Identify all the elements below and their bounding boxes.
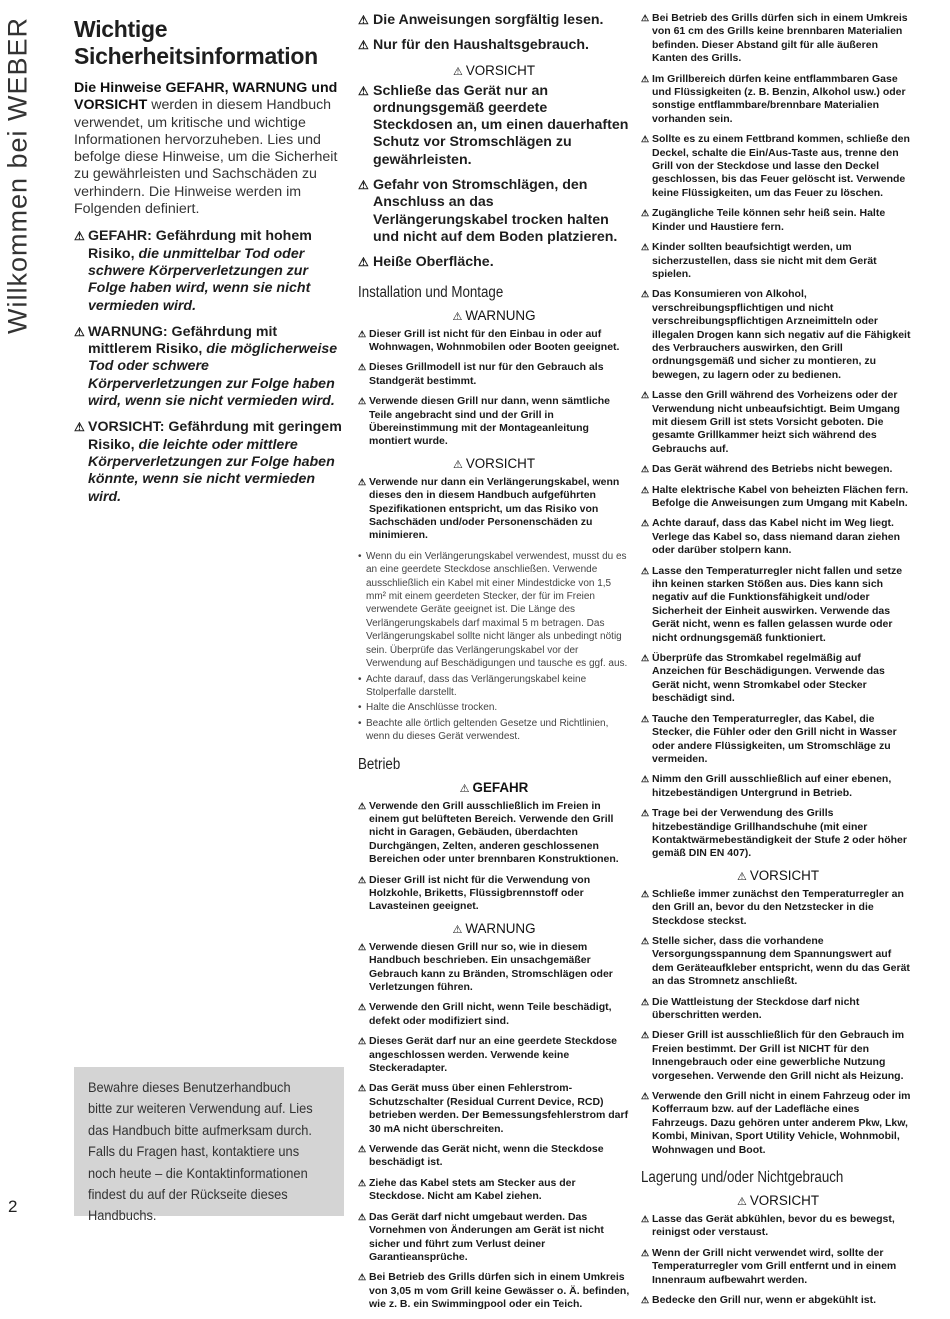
- note-box: [74, 1067, 344, 1224]
- warning-icon: ⚠: [641, 1091, 650, 1102]
- warning-icon: ⚠: [358, 1177, 367, 1188]
- item-text: Sollte es zu einem Fettbrand kommen, schließe den Deckel, schalte die Ein/Aus-Taste aus, trenne den Grill von der Steckdose und lasse den Deckel geschlossen, bis das Feuer gelöscht ist. Verwende keine Flüssigkeiten, um das Feuer zu löschen.: [652, 133, 910, 199]
- item-text: Trage bei der Verwendung des Grills hitzebeständige Grillhandschuhe (mit einer Kontaktwärmebeständigkeit der Stufe 2 oder höher gemäß DIN EN 407).: [652, 807, 907, 860]
- install-vorsicht-list: [358, 476, 630, 543]
- warning-icon: ⚠: [358, 476, 367, 487]
- bullet-item: [358, 673, 630, 700]
- bullet-item: [358, 550, 630, 671]
- warning-icon: ⚠: [641, 208, 650, 219]
- definition-desc: die leichte oder mittlere Körperverletzungen zur Folge haben könnte, wenn sie nicht vermieden wird.: [88, 436, 335, 505]
- instruction-item: [358, 37, 630, 54]
- warning-icon: ⚠: [74, 324, 85, 339]
- warnung-item: [358, 1035, 630, 1075]
- warning-icon: ⚠: [641, 484, 650, 495]
- warning-icon: ⚠: [358, 800, 367, 811]
- bullet-text: Wenn du ein Verlängerungskabel verwendest, musst du es an eine geerdete Steckdose anschließen. Verwende ausschließlich ein Kabel mit einer Mindestdicke von 1,5 mm² mit einem geerdeten Stecker, der für im Freien verwendete Geräte geeignet ist. Die Länge des Verlängerungskabels darf maximal 5 m betragen. Das Verlängerungskabel sollte nicht länger als unbedingt nötig sein. Überprüfe das Verlängerungskabel vor der Verwendung auf Beschädigungen und tausche es ggf. aus.: [366, 550, 628, 670]
- item-text: Nimm den Grill ausschließlich auf einer ebenen, hitzebeständigen Untergrund in Betrieb.: [652, 773, 892, 799]
- definition-desc: die unmittelbar Tod oder schwere Körperverletzungen zur Folge haben wird, wenn sie nicht vermieden wird.: [88, 245, 311, 314]
- safety-item: [641, 207, 915, 234]
- warnung-item: [358, 1143, 630, 1170]
- warning-icon: ⚠: [358, 1144, 367, 1155]
- safety-item: [641, 565, 915, 645]
- item-text: Die Wattleistung der Steckdose darf nicht überschritten werden.: [652, 995, 860, 1021]
- intro-bold: Die Hinweise GEFAHR, WARNUNG und VORSICHT: [74, 80, 338, 114]
- storage-vorsicht-heading: ⚠ VORSICHT: [736, 1193, 820, 1209]
- storage-item: [641, 1213, 915, 1240]
- vorsicht-item: [358, 177, 630, 246]
- page-title: Wichtige Sicherheitsinformation: [74, 16, 318, 69]
- betrieb-warnung-list: [358, 941, 630, 1312]
- right-vorsicht-heading: ⚠ VORSICHT: [736, 867, 820, 883]
- vorsicht-item: [641, 1090, 915, 1157]
- top-instructions: [358, 12, 630, 55]
- warning-icon: ⚠: [358, 83, 369, 98]
- warning-icon: ⚠: [641, 1214, 650, 1225]
- bullet-dot: •: [358, 702, 362, 714]
- install-vorsicht-heading: ⚠ VORSICHT: [452, 455, 536, 471]
- safety-item: [641, 773, 915, 800]
- warnung-item: [358, 361, 630, 388]
- storage-list: [641, 1213, 915, 1307]
- install-warnung-list: [358, 328, 630, 449]
- item-text: Verwende nur dann ein Verlängerungskabel, wenn dieses den in diesem Handbuch aufgeführten Spezifikationen entspricht, um das Risiko von Sachschäden und/oder Personenschäden zu minimieren.: [369, 475, 620, 542]
- item-text: Das Gerät muss über einen Fehlerstrom-Schutzschalter (Residual Current Device, RCD) betrieben werden. Der Bemessungsfehlerstrom darf 30 mA nicht überschreiten.: [369, 1082, 629, 1135]
- warning-icon: ⚠: [641, 653, 650, 664]
- warning-icon: ⚠: [358, 1002, 367, 1013]
- safety-item: [641, 389, 915, 456]
- warning-icon: ⚠: [358, 328, 367, 339]
- vorsicht-item: [641, 935, 915, 989]
- safety-item: [641, 713, 915, 767]
- item-text: Dieses Grillmodell ist nur für den Gebrauch als Standgerät bestimmt.: [369, 361, 604, 387]
- item-text: Nur für den Haushaltsgebrauch.: [373, 37, 589, 54]
- warning-icon: ⚠: [358, 396, 367, 407]
- vorsicht-item: [641, 1029, 915, 1083]
- install-warnung-heading: ⚠ WARNUNG: [452, 307, 536, 323]
- definition-text: [88, 324, 344, 410]
- item-text: Dieses Gerät darf nur an eine geerdete Steckdose angeschlossen werden. Verwende keine Steckeradapter.: [369, 1035, 618, 1075]
- safety-item: [641, 807, 915, 861]
- gefahr-item: [358, 874, 630, 914]
- warning-icon: ⚠: [641, 242, 650, 253]
- item-text: Lasse den Grill während des Vorheizens oder der Verwendung nicht unbeaufsichtigt. Beim Umgang mit diesem Grill ist stets Vorsicht geboten. Die gesamte Grillkammer heizt sich während des Gebrauchs auf.: [652, 389, 900, 455]
- section-betrieb: Betrieb: [358, 755, 401, 773]
- warning-icon: ⚠: [358, 255, 369, 270]
- bullet-text: Achte darauf, dass das Verlängerungskabel keine Stolperfalle darstellt.: [366, 673, 587, 698]
- warnung-item: [358, 1001, 630, 1028]
- warnung-item: [358, 1082, 630, 1136]
- safety-item: [641, 484, 915, 511]
- warnung-item: [358, 1211, 630, 1265]
- warning-icon: ⚠: [358, 941, 367, 952]
- definition-item: [74, 228, 344, 314]
- item-text: Wenn der Grill nicht verwendet wird, sollte der Temperaturregler vom Grill entfernt und in einem Innenraum aufbewahrt werden.: [652, 1246, 897, 1286]
- warnung-item: [358, 941, 630, 995]
- safety-item: [641, 652, 915, 706]
- warning-icon: ⚠: [641, 73, 650, 84]
- warning-icon: ⚠: [358, 1083, 367, 1094]
- column-right: [641, 12, 915, 1315]
- definition-text: [88, 228, 344, 314]
- item-text: Verwende den Grill nicht in einem Fahrzeug oder im Kofferraum bzw. auf der Ladefläche eines Fahrzeugs. Dazu gehören unter anderem Pkw, Lkw, Kombi, Minivan, Sport Utility Vehicle, Wohnmobil, Wohnwagen und Boot.: [652, 1090, 911, 1156]
- safety-item: [641, 133, 915, 200]
- item-text: Das Konsumieren von Alkohol, verschreibungspflichtigen und nicht verschreibungspflichtigen Arzneimitteln oder illegalen Drogen kann sich negativ auf die Fähigkeit des Verbrauchers auswirken, den Grill ordnungsgemäß und sicher zu montieren, zu bewegen, zu lagern oder zu bedienen.: [652, 288, 911, 381]
- item-text: Lasse das Gerät abkühlen, bevor du es bewegst, reinigst oder verstaust.: [652, 1213, 895, 1239]
- warning-icon: ⚠: [452, 923, 463, 936]
- warnung-item: [358, 1177, 630, 1204]
- item-text: Tauche den Temperaturregler, das Kabel, die Stecker, die Fühler oder den Grill nicht in Wasser oder andere Flüssigkeiten, um Stromschläge zu vermeiden.: [652, 712, 897, 765]
- warning-icon: ⚠: [641, 1295, 650, 1306]
- item-text: Schließe immer zunächst den Temperaturregler an den Grill an, bevor du den Netzstecker in die Steckdose steckst.: [652, 887, 904, 927]
- warning-icon: ⚠: [641, 13, 650, 23]
- warning-icon: ⚠: [641, 774, 650, 785]
- warning-icon: ⚠: [358, 1211, 367, 1222]
- storage-item: [641, 1247, 915, 1287]
- side-title: Willkommen bei WEBER: [2, 16, 33, 335]
- item-text: Gefahr von Stromschlägen, den Anschluss an das Verlängerungskabel trocken halten und nicht auf dem Boden platzieren.: [373, 177, 618, 245]
- bullet-dot: •: [358, 550, 362, 562]
- section-installation: Installation und Montage: [358, 283, 504, 301]
- item-text: Verwende diesen Grill nur dann, wenn sämtliche Teile angebracht sind und der Grill in Übereinstimmung mit der Montageanleitung montiert wurde.: [369, 395, 610, 448]
- definition-lead: GEFAHR: Gefährdung mit hohem Risiko,: [88, 228, 312, 262]
- warning-icon: ⚠: [641, 1247, 650, 1258]
- item-text: Verwende das Gerät nicht, wenn die Steckdose beschädigt ist.: [369, 1143, 604, 1169]
- warning-icon: ⚠: [641, 935, 650, 946]
- column-middle: [358, 12, 630, 1319]
- warning-icon: ⚠: [358, 362, 367, 373]
- warning-icon: ⚠: [452, 65, 463, 78]
- definition-item: [74, 324, 344, 410]
- warning-icon: ⚠: [641, 565, 650, 576]
- item-text: Bei Betrieb des Grills dürfen sich in einem Umkreis von 61 cm des Grills keine brennbaren Materialien befinden. Dieser Abstand gilt für alle äußeren Kanten des Grills.: [652, 12, 908, 65]
- item-text: Überprüfe das Stromkabel regelmäßig auf Anzeichen für Beschädigungen. Verwende das Gerät nicht, wenn Stromkabel oder Stecker beschädigt sind.: [652, 652, 885, 705]
- bullet-item: [358, 717, 630, 744]
- warning-icon: ⚠: [641, 888, 650, 899]
- vorsicht-item: [358, 254, 630, 271]
- instruction-item: [358, 12, 630, 29]
- warning-icon: ⚠: [641, 390, 650, 401]
- note-text: Bewahre dieses Benutzerhandbuch bitte zur weiteren Verwendung auf. Lies das Handbuch bitte aufmerksam durch. Falls du Fragen hast, kontaktiere uns noch heute – die Kontaktinformationen findest du auf der Rückseite dieses Handbuchs.: [88, 1080, 313, 1224]
- item-text: Die Anweisungen sorgfältig lesen.: [373, 12, 604, 28]
- item-text: Das Gerät darf nicht umgebaut werden. Das Vornehmen von Änderungen am Gerät ist nicht sicher und führt zum Verlust deiner Garantieansprüche.: [369, 1210, 604, 1263]
- safety-item: [641, 241, 915, 281]
- intro-paragraph: [74, 80, 344, 218]
- bullet-dot: •: [358, 717, 362, 729]
- item-text: Im Grillbereich dürfen keine entflammbaren Gase und Flüssigkeiten (z. B. Benzin, Alkohol usw.) oder sonstige entflammbare/brennbare Materialien vorhanden sein.: [652, 72, 906, 125]
- item-text: Halte elektrische Kabel von beheizten Flächen fern. Befolge die Anweisungen zum Umgang mit Kabeln.: [652, 483, 909, 509]
- warnung-item: [358, 395, 630, 449]
- item-text: Verwende diesen Grill nur so, wie in diesem Handbuch beschrieben. Ein unsachgemäßer Gebrauch kann zu Bränden, Stromschlägen oder Verletzungen führen.: [369, 940, 613, 993]
- item-text: Bedecke den Grill nur, wenn er abgekühlt ist.: [652, 1294, 877, 1307]
- item-text: Stelle sicher, dass die vorhandene Versorgungsspannung dem Spannungswert auf dem Geräteaufkleber entspricht, wenn du das Gerät an das Stromnetz anschließt.: [652, 934, 910, 988]
- betrieb-warnung-heading: ⚠ WARNUNG: [452, 920, 536, 936]
- item-text: Achte darauf, dass das Kabel nicht im Weg liegt. Verlege das Kabel so, dass niemand daran ziehen oder darüber stolpern kann.: [652, 517, 901, 557]
- warning-icon: ⚠: [736, 1196, 747, 1209]
- bullet-dot: •: [358, 673, 362, 685]
- warning-icon: ⚠: [358, 38, 369, 53]
- definition-lead: WARNUNG: Gefährdung mit mittlerem Risiko,: [88, 323, 278, 358]
- page-number: 2: [8, 1197, 18, 1216]
- item-text: Dieser Grill ist nicht für den Einbau in oder auf Wohnwagen, Wohnmobilen oder Booten geeignet.: [369, 327, 620, 353]
- definition-lead: VORSICHT: Gefährdung mit geringem Risiko,: [88, 419, 342, 453]
- item-text: Das Gerät während des Betriebs nicht bewegen.: [652, 463, 893, 476]
- warning-icon: ⚠: [74, 420, 85, 435]
- right-items: [641, 12, 915, 861]
- item-text: Verwende den Grill ausschließlich im Freien in einem gut belüfteten Bereich. Verwende den Grill nicht in Garagen, Gebäuden, überdachten Durchgängen, Zelten, anderen geschlossenen Bereichen oder unter brennbaren Konstruktionen.: [369, 799, 619, 866]
- item-text: Dieser Grill ist nicht für die Verwendung von Holzkohle, Briketts, Flüssigbrennstoff oder Lavasteinen geeignet.: [369, 873, 591, 913]
- item-text: Bei Betrieb des Grills dürfen sich in einem Umkreis von 3,05 m vom Grill keine Gewässer o. Ä. befinden, wie z. B. ein Swimmingpool oder ein Teich.: [369, 1271, 630, 1311]
- warning-icon: ⚠: [358, 13, 369, 27]
- warning-icon: ⚠: [641, 713, 650, 724]
- item-text: Heiße Oberfläche.: [373, 254, 494, 271]
- warning-icon: ⚠: [358, 1272, 367, 1283]
- section-lagerung: Lagerung und/oder Nichtgebrauch: [641, 1169, 844, 1187]
- bullet-item: [358, 701, 630, 714]
- warning-icon: ⚠: [641, 1030, 650, 1041]
- warning-icon: ⚠: [452, 310, 463, 323]
- item-text: Lasse den Temperaturregler nicht fallen und setze ihn keinen starken Stößen aus. Dies kann sich negativ auf die Funktionsfähigkeit und/oder Sicherheit der Einheit auswirken. Verwende das Gerät nicht, wenn es fallen gelassen wurde oder nicht ordnungsgemäß funktioniert.: [652, 564, 903, 644]
- warning-icon: ⚠: [641, 289, 650, 300]
- vorsicht-item: [358, 83, 630, 169]
- safety-item: [641, 517, 915, 557]
- item-text: Ziehe das Kabel stets am Stecker aus der Steckdose. Nicht am Kabel ziehen.: [369, 1176, 576, 1203]
- warnung-item: [358, 328, 630, 355]
- bullet-text: Halte die Anschlüsse trocken.: [366, 702, 498, 714]
- warning-icon: ⚠: [358, 178, 369, 193]
- warnung-item: [358, 1271, 630, 1311]
- safety-item: [641, 73, 915, 127]
- warning-icon: ⚠: [641, 996, 650, 1007]
- intro-text: werden in diesem Handbuch verwendet, um kritische und wichtige Informationen hervorzuheben. Lies und befolge diese Hinweise, um die Sicherheit zu gewährleisten und Sachschäden zu verhindern. Die Hinweise werden im Folgenden definiert.: [74, 97, 338, 218]
- definition-list: [74, 228, 344, 505]
- warning-icon: ⚠: [736, 870, 747, 883]
- warning-icon: ⚠: [641, 518, 650, 529]
- right-vorsicht-list: [641, 888, 915, 1157]
- warning-icon: ⚠: [641, 808, 650, 819]
- gefahr-list: [358, 800, 630, 914]
- safety-item: [641, 288, 915, 382]
- warning-icon: ⚠: [358, 874, 367, 885]
- gefahr-heading: ⚠ GEFAHR: [459, 779, 529, 795]
- vorsicht-list: [358, 83, 630, 272]
- vorsicht-item: [641, 996, 915, 1023]
- bullet-list: [358, 550, 630, 744]
- safety-item: [641, 12, 915, 66]
- gefahr-item: [358, 800, 630, 867]
- storage-item: [641, 1294, 915, 1307]
- item-text: Verwende den Grill nicht, wenn Teile beschädigt, defekt oder modifiziert sind.: [369, 1001, 612, 1027]
- definition-text: [88, 419, 344, 505]
- warning-icon: ⚠: [358, 1036, 367, 1047]
- vorsicht-heading: ⚠ VORSICHT: [452, 62, 536, 78]
- warning-icon: ⚠: [452, 458, 463, 471]
- vorsicht-item: [358, 476, 630, 543]
- warning-icon: ⚠: [74, 229, 85, 244]
- item-text: Dieser Grill ist ausschließlich für den Gebrauch im Freien bestimmt. Der Grill ist NICHT für den Innengebrauch oder eine gewerbliche Nutzung vorgesehen. Verwende den Grill nicht als Heizung.: [652, 1029, 905, 1082]
- warning-icon: ⚠: [641, 464, 650, 475]
- item-text: Zugängliche Teile können sehr heiß sein. Halte Kinder und Haustiere fern.: [652, 207, 886, 233]
- item-text: Kinder sollten beaufsichtigt werden, um sicherzustellen, dass sie nicht mit dem Gerät spielen.: [652, 241, 877, 280]
- safety-item: [641, 463, 915, 476]
- item-text: Schließe das Gerät nur an ordnungsgemäß geerdete Steckdosen an, um einen dauerhaften Schutz vor Stromschlägen zu gewährleisten.: [373, 82, 629, 168]
- warning-icon: ⚠: [459, 782, 470, 795]
- definition-item: [74, 419, 344, 505]
- column-left: [74, 12, 344, 515]
- vorsicht-item: [641, 888, 915, 928]
- bullet-text: Beachte alle örtlich geltenden Gesetze und Richtlinien, wenn du dieses Gerät verwendest.: [366, 717, 609, 743]
- definition-desc: die möglicherweise Tod oder schwere Körperverletzungen zur Folge haben wird, wenn sie nicht vermieden wird.: [88, 341, 338, 410]
- warning-icon: ⚠: [641, 134, 650, 145]
